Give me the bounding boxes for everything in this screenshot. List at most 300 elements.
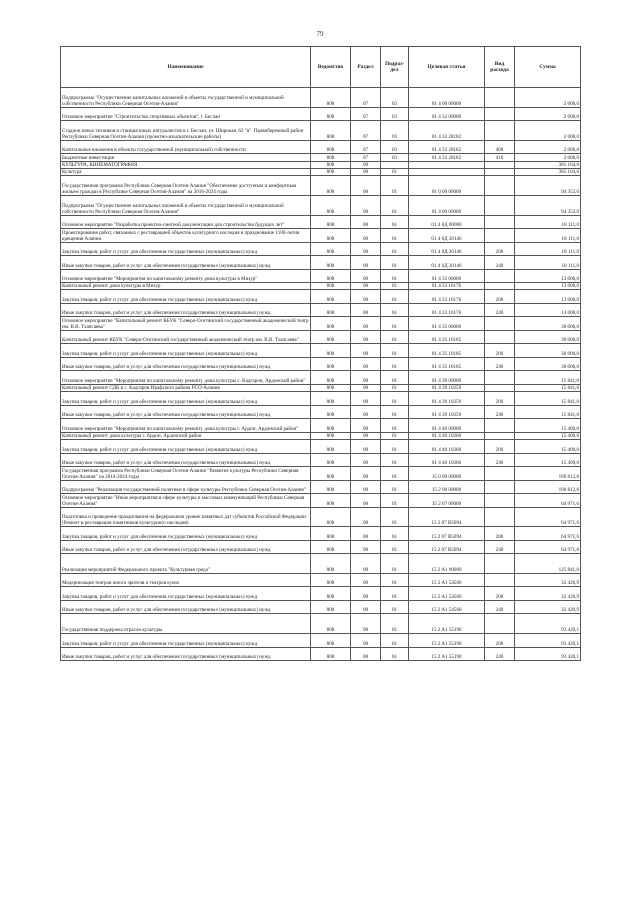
row-subsection: 01 bbox=[381, 384, 409, 391]
row-subsection: 01 bbox=[381, 647, 409, 661]
row-department: 808 bbox=[311, 647, 351, 661]
table-row bbox=[61, 242, 581, 256]
table-row bbox=[61, 419, 581, 433]
row-expense-type: 200 bbox=[485, 440, 515, 454]
row-amount: 18 111,0 bbox=[515, 242, 581, 256]
header-target-article: Целевая статья bbox=[409, 47, 485, 88]
row-expense-type bbox=[485, 384, 515, 391]
row-expense-type bbox=[485, 419, 515, 433]
table-row bbox=[61, 392, 581, 406]
row-department: 808 bbox=[311, 330, 351, 344]
row-subsection: 01 bbox=[381, 195, 409, 215]
row-target-article: 01 4 32 28182 bbox=[409, 154, 485, 161]
table-row bbox=[61, 154, 581, 161]
row-section: 08 bbox=[351, 330, 381, 344]
table-row bbox=[61, 634, 581, 648]
row-expense-type: 240 bbox=[485, 405, 515, 419]
row-amount: 15 841,0 bbox=[515, 392, 581, 406]
row-target-article: 01 0 00 00000 bbox=[409, 176, 485, 196]
row-target-article: 15 2 A1 55190 bbox=[409, 634, 485, 648]
row-expense-type bbox=[485, 215, 515, 229]
row-subsection: 01 bbox=[381, 614, 409, 634]
row-expense-type bbox=[485, 494, 515, 508]
table-row bbox=[61, 540, 581, 554]
row-section: 07 bbox=[351, 121, 381, 141]
row-name: Основное мероприятие "Строительство спортивных объектов", г. Беслан bbox=[61, 107, 311, 121]
header-subsection: Подраз-дел bbox=[381, 47, 409, 88]
row-target-article: 01 4 32 28182 bbox=[409, 121, 485, 141]
row-amount: 15 400,0 bbox=[515, 432, 581, 439]
row-amount: 93 420,1 bbox=[515, 614, 581, 634]
table-row bbox=[61, 507, 581, 527]
row-subsection: 01 bbox=[381, 256, 409, 270]
row-name: Капитальный ремонт дома культуры в Мизур bbox=[61, 283, 311, 290]
row-department: 808 bbox=[311, 614, 351, 634]
row-expense-type: 200 bbox=[485, 290, 515, 304]
table-row bbox=[61, 453, 581, 467]
row-section: 08 bbox=[351, 432, 381, 439]
row-target-article bbox=[409, 168, 485, 175]
row-amount: 32 420,9 bbox=[515, 573, 581, 587]
row-name: Стадион юных техников и станция юных натуралистов в г. Беслан, ул. Широкая, 62 "в". Правобережный район Республики Северная Осетия-Алания (проектно-изыскательские работы) bbox=[61, 121, 311, 141]
row-subsection: 03 bbox=[381, 107, 409, 121]
row-subsection: 01 bbox=[381, 290, 409, 304]
table-row bbox=[61, 480, 581, 494]
row-target-article: 15 2 07 R5094 bbox=[409, 527, 485, 541]
row-amount: 2 000,0 bbox=[515, 154, 581, 161]
row-section: 08 bbox=[351, 371, 381, 385]
row-expense-type bbox=[485, 121, 515, 141]
row-target-article: 15 2 A1 55190 bbox=[409, 647, 485, 661]
row-target-article bbox=[409, 161, 485, 168]
header-name: Наименование bbox=[61, 47, 311, 88]
header-amount: Сумма bbox=[515, 47, 581, 88]
row-subsection: 01 bbox=[381, 215, 409, 229]
table-row bbox=[61, 614, 581, 634]
row-amount: 32 420,9 bbox=[515, 587, 581, 601]
row-expense-type bbox=[485, 88, 515, 108]
row-subsection: 03 bbox=[381, 121, 409, 141]
row-name: Капитальный ремонт СДК в с. Кадгарон Ирафского района РСО-Алания bbox=[61, 384, 311, 391]
row-section: 08 bbox=[351, 453, 381, 467]
table-row bbox=[61, 168, 581, 175]
row-department: 808 bbox=[311, 344, 351, 358]
row-name: Модернизация театров юного зрителя и театров кукол bbox=[61, 573, 311, 587]
row-subsection: 01 bbox=[381, 453, 409, 467]
row-section: 08 bbox=[351, 405, 381, 419]
row-name: Закупка товаров, работ и услуг для обеспечения государственных (муниципальных) нужд bbox=[61, 587, 311, 601]
row-amount: 30 000,0 bbox=[515, 330, 581, 344]
row-name: Проектирование работ, связанных с реставрацией объектов культурного наследия в празднование 1100-летия крещения Алании bbox=[61, 229, 311, 243]
row-expense-type: 240 bbox=[485, 600, 515, 614]
row-subsection: 01 bbox=[381, 573, 409, 587]
row-target-article: 01 4 35 10185 bbox=[409, 344, 485, 358]
row-name: Иные закупки товаров, работ и услуг для обеспечения государственных (муниципальных) нужд bbox=[61, 540, 311, 554]
table-row bbox=[61, 229, 581, 243]
row-section: 08 bbox=[351, 229, 381, 243]
row-section: 08 bbox=[351, 215, 381, 229]
row-section: 08 bbox=[351, 554, 381, 574]
row-subsection bbox=[381, 161, 409, 168]
table-row bbox=[61, 371, 581, 385]
row-section: 07 bbox=[351, 107, 381, 121]
table-row bbox=[61, 344, 581, 358]
row-name: Основное мероприятие "Иные мероприятия в сфере культуры и массовых коммуникаций Республики Северная Осетия-Алания" bbox=[61, 494, 311, 508]
table-row bbox=[61, 405, 581, 419]
row-target-article: 15 2 07 R5094 bbox=[409, 540, 485, 554]
row-section: 08 bbox=[351, 256, 381, 270]
row-amount: 15 841,0 bbox=[515, 384, 581, 391]
row-target-article: 01 4 35 00000 bbox=[409, 317, 485, 331]
row-subsection: 01 bbox=[381, 317, 409, 331]
row-amount: 15 400,0 bbox=[515, 419, 581, 433]
row-department: 808 bbox=[311, 140, 351, 154]
row-amount: 13 000,0 bbox=[515, 283, 581, 290]
row-name: Капитальные вложения в объекты государственной (муниципальной) собственности bbox=[61, 140, 311, 154]
row-amount: 15 841,0 bbox=[515, 405, 581, 419]
row-subsection: 03 bbox=[381, 154, 409, 161]
row-section: 08 bbox=[351, 357, 381, 371]
row-section: 08 bbox=[351, 195, 381, 215]
row-department: 808 bbox=[311, 195, 351, 215]
row-amount: 15 400,0 bbox=[515, 440, 581, 454]
table-row bbox=[61, 647, 581, 661]
row-name: Иные закупки товаров, работ и услуг для обеспечения государственных (муниципальных) нужд bbox=[61, 405, 311, 419]
row-amount: 385 164,6 bbox=[515, 168, 581, 175]
table-row bbox=[61, 573, 581, 587]
table-row bbox=[61, 467, 581, 481]
row-target-article: 01 4 0Д 20146 bbox=[409, 256, 485, 270]
row-department: 808 bbox=[311, 229, 351, 243]
row-name: Закупка товаров, работ и услуг для обеспечения государственных (муниципальных) нужд bbox=[61, 344, 311, 358]
row-expense-type: 200 bbox=[485, 392, 515, 406]
row-target-article: 15 2 A1 55190 bbox=[409, 614, 485, 634]
row-section: 08 bbox=[351, 494, 381, 508]
row-section: 08 bbox=[351, 317, 381, 331]
row-subsection: 01 bbox=[381, 168, 409, 175]
row-section: 08 bbox=[351, 176, 381, 196]
table-row bbox=[61, 195, 581, 215]
row-subsection: 01 bbox=[381, 527, 409, 541]
row-amount: 2 000,0 bbox=[515, 107, 581, 121]
row-amount: 18 111,0 bbox=[515, 215, 581, 229]
row-section: 08 bbox=[351, 587, 381, 601]
row-expense-type bbox=[485, 614, 515, 634]
row-target-article: 01 4 0Д 20146 bbox=[409, 242, 485, 256]
row-subsection: 01 bbox=[381, 344, 409, 358]
row-amount: 385 164,6 bbox=[515, 161, 581, 168]
row-name: Подпрограмма "Реализация государственной политики в сфере культуры Республики Северная Осетия-Алания" bbox=[61, 480, 311, 494]
row-target-article: 01 4 35 10185 bbox=[409, 357, 485, 371]
row-amount: 64 971,6 bbox=[515, 507, 581, 527]
row-name: Закупка товаров, работ и услуг для обеспечения государственных (муниципальных) нужд bbox=[61, 290, 311, 304]
row-expense-type: 400 bbox=[485, 140, 515, 154]
row-name: Иные закупки товаров, работ и услуг для обеспечения государственных (муниципальных) нужд bbox=[61, 357, 311, 371]
row-expense-type: 240 bbox=[485, 357, 515, 371]
row-expense-type bbox=[485, 283, 515, 290]
row-target-article: 15 0 00 00000 bbox=[409, 467, 485, 481]
row-expense-type bbox=[485, 161, 515, 168]
row-amount: 13 000,0 bbox=[515, 303, 581, 317]
row-department: 808 bbox=[311, 527, 351, 541]
row-target-article: 01 4 40 10260 bbox=[409, 453, 485, 467]
row-name: Иные закупки товаров, работ и услуг для обеспечения государственных (муниципальных) нужд bbox=[61, 600, 311, 614]
row-amount: 13 000,0 bbox=[515, 290, 581, 304]
row-target-article: 01 4 33 10176 bbox=[409, 290, 485, 304]
row-amount: 64 971,6 bbox=[515, 494, 581, 508]
row-target-article: 01 4 0Д 00000 bbox=[409, 215, 485, 229]
row-expense-type: 240 bbox=[485, 647, 515, 661]
header-expense-type: Вид расхода bbox=[485, 47, 515, 88]
row-subsection: 01 bbox=[381, 467, 409, 481]
row-name: Закупка товаров, работ и услуг для обеспечения государственных (муниципальных) нужд bbox=[61, 392, 311, 406]
row-expense-type bbox=[485, 554, 515, 574]
row-amount: 2 000,0 bbox=[515, 121, 581, 141]
row-target-article: 01 4 40 10260 bbox=[409, 432, 485, 439]
row-amount: 2 000,0 bbox=[515, 140, 581, 154]
row-department: 808 bbox=[311, 405, 351, 419]
row-target-article: 01 4 32 00000 bbox=[409, 107, 485, 121]
row-department: 808 bbox=[311, 480, 351, 494]
table-row bbox=[61, 107, 581, 121]
table-row bbox=[61, 88, 581, 108]
table-row bbox=[61, 494, 581, 508]
row-expense-type bbox=[485, 168, 515, 175]
table-row bbox=[61, 140, 581, 154]
row-department: 808 bbox=[311, 357, 351, 371]
row-section: 08 bbox=[351, 527, 381, 541]
row-department: 808 bbox=[311, 453, 351, 467]
row-amount: 94 352,0 bbox=[515, 176, 581, 196]
row-department: 808 bbox=[311, 176, 351, 196]
row-section: 07 bbox=[351, 88, 381, 108]
row-department: 808 bbox=[311, 554, 351, 574]
header-department: Ведомство bbox=[311, 47, 351, 88]
row-department: 808 bbox=[311, 290, 351, 304]
table-row bbox=[61, 283, 581, 290]
row-target-article: 01 4 39 10259 bbox=[409, 405, 485, 419]
row-target-article: 15 2 A1 54560 bbox=[409, 573, 485, 587]
row-section: 08 bbox=[351, 242, 381, 256]
row-section: 07 bbox=[351, 154, 381, 161]
row-department: 808 bbox=[311, 392, 351, 406]
row-name: Капитальный ремонт КБУК "Северо-Осетинский государственный академический театр им. В.В. Тхапсаева" bbox=[61, 330, 311, 344]
row-name: Бюджетные инвестиции bbox=[61, 154, 311, 161]
row-expense-type: 240 bbox=[485, 303, 515, 317]
row-amount: 18 111,0 bbox=[515, 229, 581, 243]
row-name: Государственная поддержка отрасли культуры bbox=[61, 614, 311, 634]
row-target-article: 01 4 39 10259 bbox=[409, 384, 485, 391]
row-target-article: 15 2 A1 00000 bbox=[409, 554, 485, 574]
row-subsection: 01 bbox=[381, 480, 409, 494]
row-expense-type bbox=[485, 480, 515, 494]
row-amount: 15 841,0 bbox=[515, 371, 581, 385]
row-target-article: 01 4 40 00000 bbox=[409, 419, 485, 433]
row-target-article: 15 2 A1 54560 bbox=[409, 600, 485, 614]
row-expense-type: 240 bbox=[485, 540, 515, 554]
row-expense-type: 200 bbox=[485, 242, 515, 256]
row-department: 808 bbox=[311, 283, 351, 290]
row-target-article: 01 4 33 10176 bbox=[409, 303, 485, 317]
table-row bbox=[61, 432, 581, 439]
row-target-article: 15 2 00 00000 bbox=[409, 480, 485, 494]
row-subsection: 01 bbox=[381, 392, 409, 406]
row-expense-type: 240 bbox=[485, 453, 515, 467]
row-subsection: 01 bbox=[381, 419, 409, 433]
row-department: 808 bbox=[311, 168, 351, 175]
row-target-article: 01 4 33 00000 bbox=[409, 269, 485, 283]
row-amount: 190 812,6 bbox=[515, 480, 581, 494]
row-expense-type bbox=[485, 107, 515, 121]
row-department: 808 bbox=[311, 494, 351, 508]
row-section: 08 bbox=[351, 467, 381, 481]
row-name: Государственная программа Республики Северная Осетия-Алания "Развитие культуры Республики Северная Осетия-Алания" на 2014-2024 годы bbox=[61, 467, 311, 481]
row-target-article: 01 4 00 00000 bbox=[409, 88, 485, 108]
row-department: 808 bbox=[311, 215, 351, 229]
row-section: 08 bbox=[351, 290, 381, 304]
row-section: 08 bbox=[351, 161, 381, 168]
row-name: Подпрограмма "Осуществление капитальных вложений в объекты государственной и муниципальной собственности Республики Северная Осетия-Алания" bbox=[61, 195, 311, 215]
table-header-row bbox=[61, 47, 581, 88]
row-department: 808 bbox=[311, 121, 351, 141]
row-amount: 13 000,0 bbox=[515, 269, 581, 283]
row-subsection: 01 bbox=[381, 176, 409, 196]
row-name: Основное мероприятие "Капитальный ремонт КБУК "Северо-Осетинский государственный академический театр им. В.В. Тхапсаева" bbox=[62, 317, 309, 330]
row-expense-type bbox=[485, 195, 515, 215]
row-section: 08 bbox=[351, 440, 381, 454]
table-row bbox=[61, 303, 581, 317]
row-name: Основное мероприятие "Мероприятия по капитальному ремонту дома культуры с. Кадгарон, Ардонский район" bbox=[61, 371, 311, 385]
row-department: 808 bbox=[311, 88, 351, 108]
row-amount: 93 420,1 bbox=[515, 634, 581, 648]
table-row bbox=[61, 554, 581, 574]
row-name: Закупка товаров, работ и услуг для обеспечения государственных (муниципальных) нужд bbox=[61, 527, 311, 541]
row-department: 808 bbox=[311, 573, 351, 587]
row-name: Иные закупки товаров, работ и услуг для обеспечения государственных (муниципальных) нужд bbox=[61, 453, 311, 467]
row-expense-type: 200 bbox=[485, 527, 515, 541]
row-target-article: 01 4 00 00000 bbox=[409, 195, 485, 215]
row-amount: 94 352,0 bbox=[515, 195, 581, 215]
row-subsection: 01 bbox=[381, 507, 409, 527]
row-expense-type: 240 bbox=[485, 256, 515, 270]
row-department: 808 bbox=[311, 507, 351, 527]
row-subsection: 01 bbox=[381, 494, 409, 508]
row-expense-type bbox=[485, 507, 515, 527]
row-name: КУЛЬТУРА, КИНЕМАТОГРАФИЯ bbox=[61, 161, 311, 168]
row-expense-type bbox=[485, 269, 515, 283]
row-name: Реализация мероприятий Федерального проекта "Культурная среда" bbox=[61, 554, 311, 574]
row-target-article: 01 4 40 10260 bbox=[409, 440, 485, 454]
table-row bbox=[61, 269, 581, 283]
row-target-article: 15 2 07 00000 bbox=[409, 494, 485, 508]
row-department: 808 bbox=[311, 154, 351, 161]
row-subsection: 01 bbox=[381, 269, 409, 283]
row-name: Иные закупки товаров, работ и услуг для обеспечения государственных (муниципальных) нужд bbox=[61, 256, 311, 270]
row-name: Основное мероприятие "Мероприятия по капитальному ремонту дома культуры в Мизур" bbox=[61, 269, 311, 283]
table-row bbox=[61, 176, 581, 196]
row-subsection: 01 bbox=[381, 600, 409, 614]
row-subsection: 03 bbox=[381, 88, 409, 108]
row-section: 07 bbox=[351, 140, 381, 154]
row-section: 08 bbox=[351, 384, 381, 391]
row-department: 808 bbox=[311, 161, 351, 168]
row-expense-type bbox=[485, 176, 515, 196]
row-section: 08 bbox=[351, 540, 381, 554]
row-amount: 15 400,0 bbox=[515, 453, 581, 467]
row-expense-type: 200 bbox=[485, 587, 515, 601]
row-target-article: 01 4 39 10259 bbox=[409, 392, 485, 406]
table-row bbox=[61, 317, 581, 331]
row-amount: 190 812,6 bbox=[515, 467, 581, 481]
row-department: 808 bbox=[311, 467, 351, 481]
table-row bbox=[61, 256, 581, 270]
row-subsection: 01 bbox=[381, 540, 409, 554]
row-department: 808 bbox=[311, 269, 351, 283]
table-row bbox=[61, 440, 581, 454]
row-subsection: 01 bbox=[381, 303, 409, 317]
row-amount: 2 000,0 bbox=[515, 88, 581, 108]
row-section: 08 bbox=[351, 283, 381, 290]
row-section: 08 bbox=[351, 507, 381, 527]
row-subsection: 01 bbox=[381, 432, 409, 439]
row-subsection: 03 bbox=[381, 140, 409, 154]
row-name: Основное мероприятие "Разработка проектно-сметной документации для строительства будущих лет" bbox=[61, 215, 311, 229]
row-department: 808 bbox=[311, 303, 351, 317]
row-amount: 18 111,0 bbox=[515, 256, 581, 270]
row-amount: 93 420,1 bbox=[515, 647, 581, 661]
row-department: 808 bbox=[311, 242, 351, 256]
row-subsection: 01 bbox=[381, 330, 409, 344]
table-row bbox=[61, 290, 581, 304]
row-expense-type bbox=[485, 229, 515, 243]
row-expense-type: 410 bbox=[485, 154, 515, 161]
row-name: Основное мероприятие "Мероприятия по капитальному ремонту дома культуры г. Ардон, Ардонский район" bbox=[61, 419, 311, 433]
row-section: 08 bbox=[351, 480, 381, 494]
row-department: 808 bbox=[311, 256, 351, 270]
row-amount: 64 971,6 bbox=[515, 540, 581, 554]
row-section: 08 bbox=[351, 647, 381, 661]
row-name: Культура bbox=[61, 168, 311, 175]
row-section: 08 bbox=[351, 634, 381, 648]
row-section: 08 bbox=[351, 600, 381, 614]
row-amount: 30 000,0 bbox=[515, 357, 581, 371]
row-department: 808 bbox=[311, 587, 351, 601]
row-section: 08 bbox=[351, 269, 381, 283]
row-expense-type: 200 bbox=[485, 634, 515, 648]
table-row bbox=[61, 357, 581, 371]
row-department: 808 bbox=[311, 107, 351, 121]
row-section: 08 bbox=[351, 419, 381, 433]
row-section: 08 bbox=[351, 392, 381, 406]
row-expense-type bbox=[485, 371, 515, 385]
row-target-article: 01 4 39 00000 bbox=[409, 371, 485, 385]
row-section: 08 bbox=[351, 614, 381, 634]
row-name: Закупка товаров, работ и услуг для обеспечения государственных (муниципальных) нужд bbox=[61, 440, 311, 454]
row-target-article: 01 4 33 10176 bbox=[409, 283, 485, 290]
row-target-article: 01 4 32 28182 bbox=[409, 140, 485, 154]
row-subsection: 01 bbox=[381, 283, 409, 290]
row-subsection: 01 bbox=[381, 554, 409, 574]
table-row bbox=[61, 121, 581, 141]
row-section: 08 bbox=[351, 573, 381, 587]
table-row bbox=[61, 384, 581, 391]
budget-table bbox=[60, 46, 581, 661]
row-subsection: 01 bbox=[381, 371, 409, 385]
table-row bbox=[61, 600, 581, 614]
row-name: Подпрограмма "Осуществление капитальных вложений в объекты государственной и муниципальной собственности Республики Северная Осетия-Алания" bbox=[61, 88, 311, 108]
row-amount: 32 420,9 bbox=[515, 600, 581, 614]
row-section: 08 bbox=[351, 168, 381, 175]
